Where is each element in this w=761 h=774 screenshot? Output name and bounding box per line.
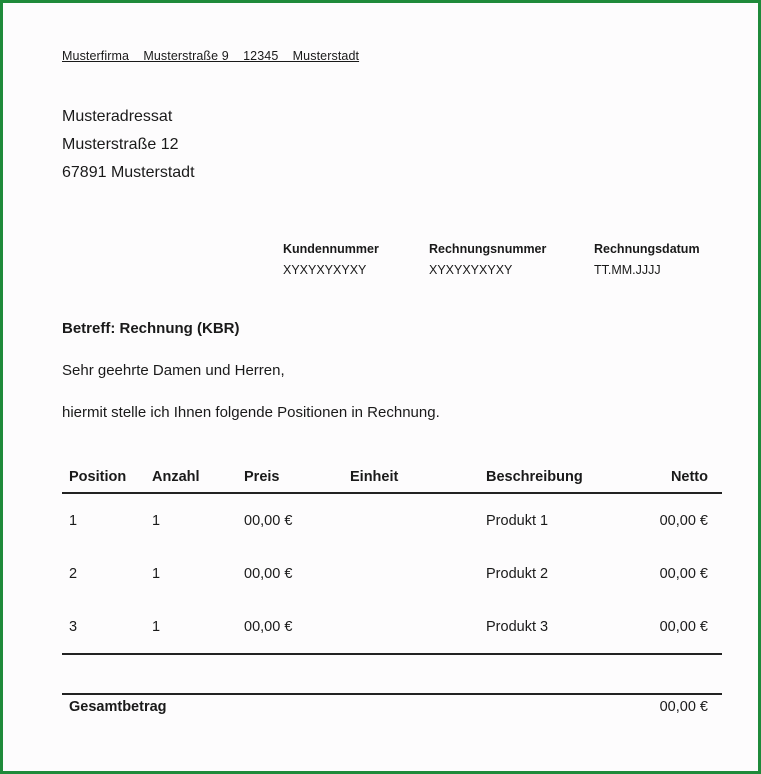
invoice-date-label: Rechnungsdatum: [594, 242, 700, 256]
table-row: [62, 560, 722, 590]
invoice-date-block: [594, 241, 700, 279]
row-description: Produkt 3: [486, 619, 549, 635]
invoice-number-block: [429, 241, 546, 279]
recipient-city: 67891 Musterstadt: [62, 164, 195, 181]
row-position: 2: [69, 566, 78, 582]
row-quantity: 1: [152, 566, 161, 582]
table-row: [62, 613, 722, 643]
invoice-number-value: XYXYXYXYXY: [429, 263, 513, 277]
invoice-number-label: Rechnungsnummer: [429, 242, 547, 256]
header-description: Beschreibung: [486, 469, 583, 485]
row-price: 00,00 €: [244, 513, 293, 529]
row-description: Produkt 2: [486, 566, 549, 582]
customer-number-value: XYXYXYXYXY: [283, 263, 367, 277]
recipient-name: Musteradressat: [62, 108, 173, 125]
header-position: Position: [69, 469, 127, 485]
table-header-row: [62, 463, 722, 493]
header-unit: Einheit: [350, 469, 399, 485]
total-amount: 00,00 €: [659, 699, 708, 715]
row-price: 00,00 €: [244, 566, 293, 582]
intro-text: hiermit stelle ich Ihnen folgende Positionen in Rechnung.: [62, 404, 440, 421]
table-row: [62, 507, 722, 537]
row-net: 00,00 €: [659, 619, 708, 635]
table-header-divider: [62, 492, 722, 494]
header-price: Preis: [244, 469, 280, 485]
row-price: 00,00 €: [244, 619, 293, 635]
header-quantity: Anzahl: [152, 469, 200, 485]
total-row: [62, 693, 722, 723]
total-label: Gesamtbetrag: [69, 699, 167, 715]
sender-address-line: Musterfirma Musterstraße 9 12345 Musterstadt: [62, 49, 360, 63]
table-bottom-divider: [62, 653, 722, 655]
recipient-street: Musterstraße 12: [62, 136, 179, 153]
subject-line: Betreff: Rechnung (KBR): [62, 320, 240, 337]
greeting: Sehr geehrte Damen und Herren,: [62, 362, 285, 379]
row-description: Produkt 1: [486, 513, 549, 529]
header-net: Netto: [670, 469, 708, 485]
invoice-date-value: TT.MM.JJJJ: [594, 263, 661, 277]
row-net: 00,00 €: [659, 513, 708, 529]
customer-number-label: Kundennummer: [283, 242, 379, 256]
invoice-table-header: [62, 463, 722, 493]
row-quantity: 1: [152, 619, 161, 635]
row-position: 1: [69, 513, 78, 529]
customer-number-block: [283, 241, 379, 279]
recipient-address: [62, 103, 195, 187]
row-net: 00,00 €: [659, 566, 708, 582]
row-quantity: 1: [152, 513, 161, 529]
row-position: 3: [69, 619, 78, 635]
